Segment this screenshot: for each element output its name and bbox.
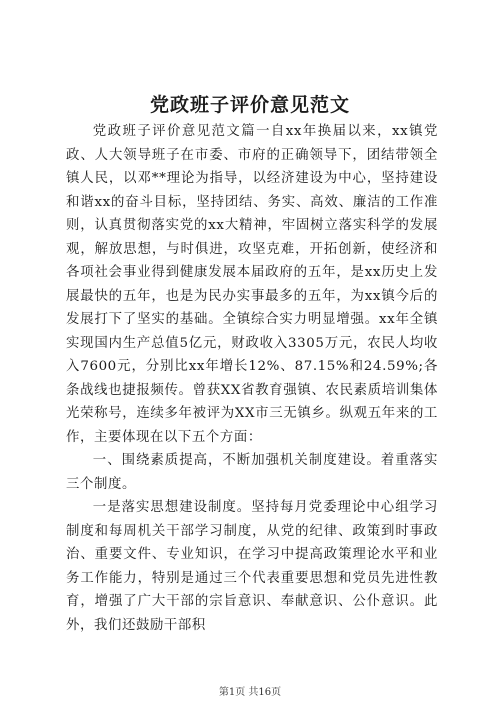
paragraph-ideology-system: 一是落实思想建设制度。坚持每月党委理论中心组学习制度和每周机关干部学习制度，从党的纪律、政策到时事政治、重要文件、专业知识，在学习中提高政策理论水平和业务工作能力，特别是通过三个代表重要思想和党员先进性教育，增强了广大干部的宗旨意识、奉献意识、公仆意识。此外，我们还鼓励干部积 [66,500,438,633]
paragraph-section-one-heading: 一、围绕素质提高，不断加强机关制度建设。着重落实三个制度。 [66,453,438,492]
page-number-footer: 第1页 共16页 [218,687,282,698]
document-title: 党政班子评价意见范文 [149,94,350,116]
document-body [66,120,438,637]
paragraph-intro: 党政班子评价意见范文篇一自xx年换届以来，xx镇党政、人大领导班子在市委、市府的正确领导下，团结带领全镇人民，以邓**理论为指导，以经济建设为中心，坚持建设和谐xx的奋斗目标，坚持团结、务实、高效、廉洁的工作准则，认真贯彻落实党的xx大精神，牢固树立落实科学的发展观，解放思想，与时俱进，攻坚克难，开拓创新，使经济和各项社会事业得到健康发展本届政府的五年，是xx历史上发展最快的五年，也是为民办实事最多的五年，为xx镇今后的发展打下了坚实的基础。全镇综合实力明显增强。xx年全镇实现国内生产总值5亿元，财政收入3305万元，农民人均收入7600元，分别比xx年增长12%、87.15%和24.59%;各条战线也捷报频传。曾获XX省教育强镇、农民素质培训集体光荣称号，连续多年被评为XX市三无镇乡。纵观五年来的工作，主要体现在以下五个方面： [66,124,438,445]
